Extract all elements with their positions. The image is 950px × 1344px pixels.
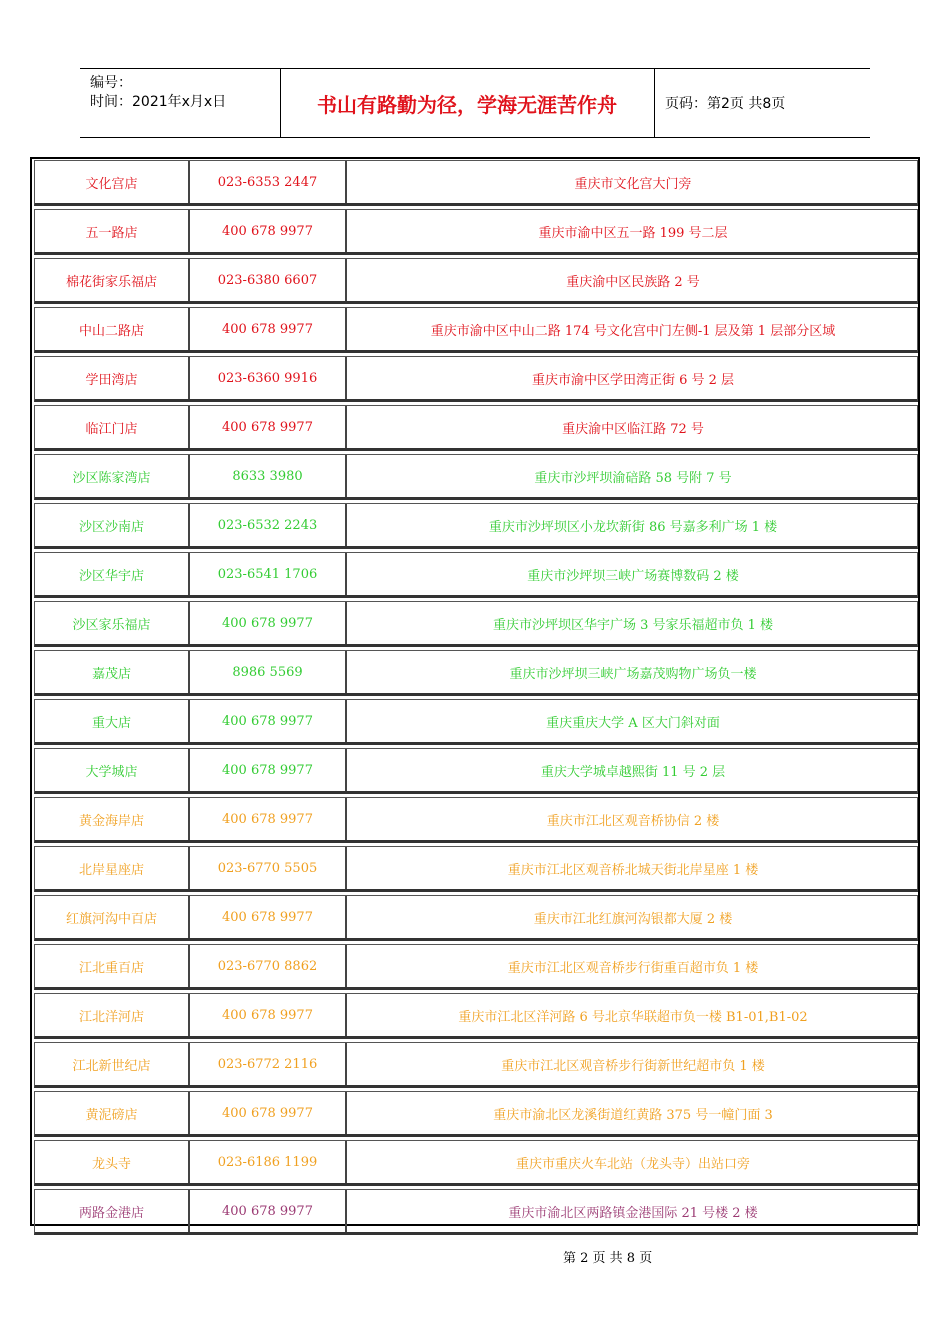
store-name-cell: 文化宫店 — [35, 161, 190, 203]
store-address-cell: 重庆市沙坪坝渝碚路 58 号附 7 号 — [534, 470, 732, 486]
store-name-cell: 江北新世纪店 — [35, 1043, 190, 1085]
store-name-cell: 两路金港店 — [35, 1190, 190, 1232]
store-name-cell: 沙区沙南店 — [35, 504, 190, 546]
store-phone-cell: 8986 5569 — [190, 651, 347, 693]
table-row — [34, 797, 918, 843]
store-phone-cell: 400 678 9977 — [190, 798, 347, 840]
store-phone-cell: 400 678 9977 — [190, 406, 347, 448]
header-page-info: 页码：第2页 共8页 — [665, 96, 786, 112]
store-phone-cell: 400 678 9977 — [190, 308, 347, 350]
store-phone-cell: 023-6770 5505 — [190, 847, 347, 889]
table-row — [34, 356, 918, 402]
store-table — [30, 157, 920, 1226]
store-name-cell: 五一路店 — [35, 210, 190, 252]
table-row — [34, 160, 918, 206]
store-address-cell: 重庆重庆大学 A 区大门斜对面 — [546, 715, 720, 731]
table-row — [34, 993, 918, 1039]
store-name-cell: 沙区陈家湾店 — [35, 455, 190, 497]
table-row — [34, 552, 918, 598]
store-phone-cell: 400 678 9977 — [190, 896, 347, 938]
store-address-cell: 重庆市沙坪坝三峡广场嘉茂购物广场负一楼 — [509, 666, 757, 682]
store-phone-cell: 400 678 9977 — [190, 994, 347, 1036]
table-row — [34, 748, 918, 794]
table-row — [34, 258, 918, 304]
store-address-cell: 重庆市江北区观音桥步行街重百超市负 1 楼 — [507, 960, 759, 976]
store-phone-cell: 023-6772 2116 — [190, 1043, 347, 1085]
store-address-cell: 重庆大学城卓越熙街 11 号 2 层 — [540, 764, 726, 780]
header-meta — [80, 69, 281, 137]
store-phone-cell: 023-6770 8862 — [190, 945, 347, 987]
store-phone-cell: 023-6353 2447 — [190, 161, 347, 203]
store-address-cell: 重庆市沙坪坝三峡广场赛博数码 2 楼 — [527, 568, 739, 584]
store-phone-cell: 023-6380 6607 — [190, 259, 347, 301]
store-name-cell: 江北洋河店 — [35, 994, 190, 1036]
page-header — [80, 68, 870, 138]
store-name-cell: 黄金海岸店 — [35, 798, 190, 840]
store-name-cell: 棉花街家乐福店 — [35, 259, 190, 301]
table-row — [34, 1189, 918, 1235]
store-phone-cell: 400 678 9977 — [190, 1190, 347, 1232]
table-row — [34, 650, 918, 696]
store-address-cell: 重庆市江北区观音桥北城天街北岸星座 1 楼 — [507, 862, 759, 878]
table-row — [34, 1042, 918, 1088]
store-address-cell: 重庆市文化宫大门旁 — [574, 176, 692, 192]
store-phone-cell: 400 678 9977 — [190, 602, 347, 644]
store-address-cell: 重庆市渝中区中山二路 174 号文化宫中门左侧-1 层及第 1 层部分区域 — [430, 323, 836, 339]
store-name-cell: 红旗河沟中百店 — [35, 896, 190, 938]
store-phone-cell: 400 678 9977 — [190, 749, 347, 791]
header-doc-number: 编号： — [90, 75, 132, 91]
table-row — [34, 1140, 918, 1186]
table-row — [34, 601, 918, 647]
table-row — [34, 209, 918, 255]
store-address-cell: 重庆市江北区观音桥协信 2 楼 — [546, 813, 720, 829]
store-phone-cell: 400 678 9977 — [190, 210, 347, 252]
store-address-cell: 重庆渝中区临江路 72 号 — [562, 421, 704, 437]
store-name-cell: 中山二路店 — [35, 308, 190, 350]
store-name-cell: 黄泥磅店 — [35, 1092, 190, 1134]
store-name-cell: 嘉茂店 — [35, 651, 190, 693]
table-row — [34, 307, 918, 353]
store-name-cell: 大学城店 — [35, 749, 190, 791]
store-name-cell: 北岸星座店 — [35, 847, 190, 889]
store-name-cell: 沙区家乐福店 — [35, 602, 190, 644]
store-name-cell: 重大店 — [35, 700, 190, 742]
store-address-cell: 重庆市重庆火车北站（龙头寺）出站口旁 — [515, 1156, 750, 1172]
store-name-cell: 学田湾店 — [35, 357, 190, 399]
store-address-cell: 重庆市渝北区龙溪街道红黄路 375 号一幢门面 3 — [493, 1107, 773, 1123]
store-address-cell: 重庆市沙坪坝区华宇广场 3 号家乐福超市负 1 楼 — [492, 617, 774, 633]
store-phone-cell: 023-6360 9916 — [190, 357, 347, 399]
store-address-cell: 重庆市渝中区学田湾正街 6 号 2 层 — [531, 372, 735, 388]
table-row — [34, 846, 918, 892]
store-address-cell: 重庆市沙坪坝区小龙坎新街 86 号嘉多利广场 1 楼 — [488, 519, 778, 535]
store-address-cell: 重庆渝中区民族路 2 号 — [566, 274, 700, 290]
store-name-cell: 临江门店 — [35, 406, 190, 448]
store-phone-cell: 400 678 9977 — [190, 700, 347, 742]
store-phone-cell: 023-6186 1199 — [190, 1141, 347, 1183]
header-date: 时间：2021年x月x日 — [90, 94, 227, 110]
store-phone-cell: 8633 3980 — [190, 455, 347, 497]
store-name-cell: 沙区华宇店 — [35, 553, 190, 595]
table-row — [34, 699, 918, 745]
store-phone-cell: 400 678 9977 — [190, 1092, 347, 1134]
store-address-cell: 重庆市江北区观音桥步行街新世纪超市负 1 楼 — [501, 1058, 765, 1074]
store-name-cell: 龙头寺 — [35, 1141, 190, 1183]
table-row — [34, 503, 918, 549]
store-address-cell: 重庆市江北区洋河路 6 号北京华联超市负一楼 B1-01,B1-02 — [458, 1009, 808, 1025]
table-row — [34, 895, 918, 941]
table-row — [34, 1091, 918, 1137]
store-address-cell: 重庆市渝北区两路镇金港国际 21 号楼 2 楼 — [508, 1205, 758, 1221]
footer-page-number: 第 2 页 共 8 页 — [563, 1251, 653, 1266]
header-motto: 书山有路勤为径，学海无涯苦作舟 — [280, 69, 655, 137]
store-address-cell: 重庆市渝中区五一路 199 号二层 — [538, 225, 728, 241]
table-row — [34, 944, 918, 990]
store-phone-cell: 023-6541 1706 — [190, 553, 347, 595]
store-name-cell: 江北重百店 — [35, 945, 190, 987]
store-phone-cell: 023-6532 2243 — [190, 504, 347, 546]
table-row — [34, 405, 918, 451]
store-address-cell: 重庆市江北红旗河沟银都大厦 2 楼 — [533, 911, 733, 927]
table-row — [34, 454, 918, 500]
